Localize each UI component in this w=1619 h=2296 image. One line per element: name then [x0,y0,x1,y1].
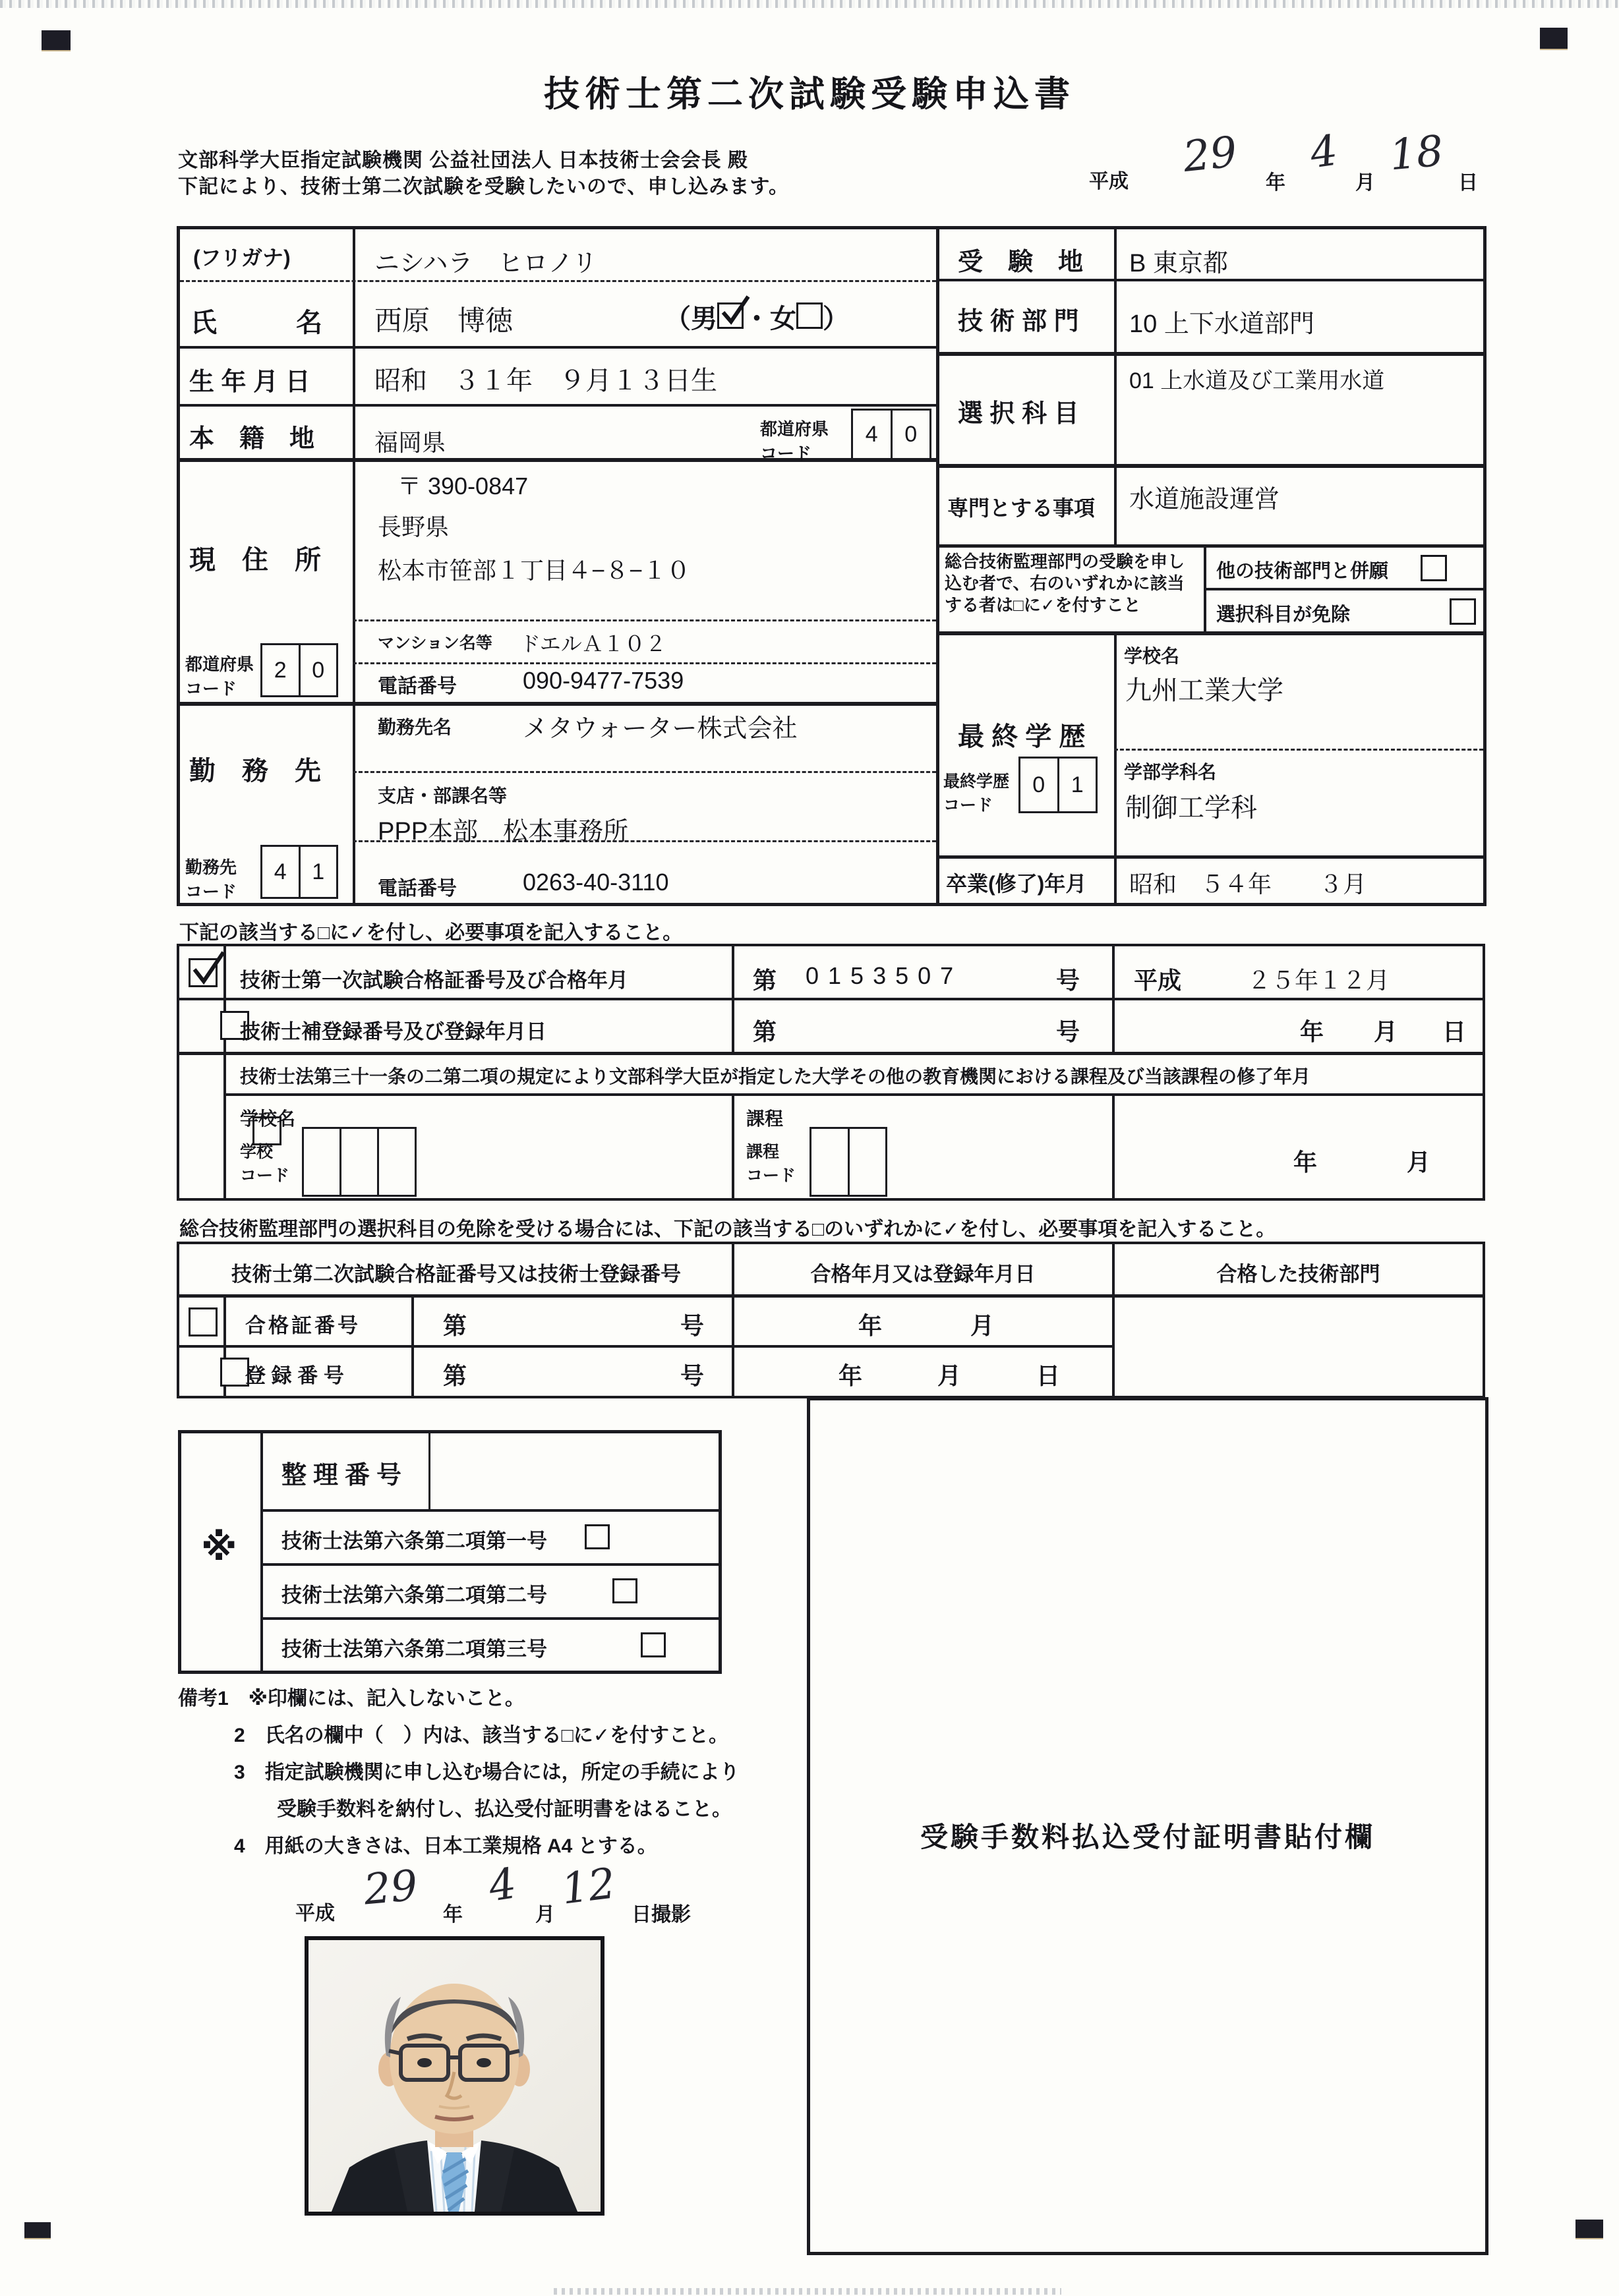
name-label: 氏 名 [191,308,322,337]
row3-course-label: 課程 [746,1108,784,1129]
section2-instruction: 総合技術監理部門の選択科目の免除を受ける場合には、下記の該当する□のいずれかに✓を付し、必要事項を記入すること。 [179,1219,1276,1240]
photo-date-day-handwritten: 12 [558,1859,618,1914]
row1-no-suffix: 号 [1056,967,1080,994]
row3-year-label: 年 [1293,1149,1318,1176]
office-item-1-checkbox[interactable] [585,1524,610,1549]
photo-date-year-label: 年 [443,1904,463,1926]
applicant-photo [305,1936,604,2216]
domicile-pref-code-box [851,409,931,460]
divider [353,771,936,773]
row2-no-prefix: 第 [753,1018,777,1045]
subject-value: 01 上水道及び工業用水道 [1129,368,1385,393]
exam-place-value: B 東京都 [1129,250,1228,277]
office-mark: ※ [201,1526,237,1568]
address-line2: 松本市笹部１丁目４−８−１０ [378,557,691,584]
registration-mark-top-right [1540,28,1568,49]
col3-header: 合格した技術部門 [1216,1263,1380,1286]
photo-date-era: 平成 [295,1903,335,1924]
divider [180,404,936,407]
specialty-value: 水道施設運営 [1129,486,1280,513]
divider [179,1052,1483,1055]
divider [1112,1096,1115,1198]
workplace-name-value: メタウォーター株式会社 [523,715,798,743]
domicile-label: 本 籍 地 [189,425,315,453]
row2-month-label: 月 [1374,1018,1398,1045]
divider [936,855,1483,859]
row1-label: 技術士第一次試験合格証番号及び合格年月 [240,969,628,992]
payment-certificate-box [807,1397,1488,2255]
rowA-month-label: 月 [970,1312,995,1339]
workplace-label: 勤 務 先 [189,757,321,786]
code-digit: 0 [299,645,337,695]
divider [732,1096,734,1198]
row1-certificate-number: 0153507 [806,962,963,989]
workplace-phone-label: 電話番号 [378,878,457,900]
workplace-code-label: 勤務先 コード [185,857,237,902]
code-cell-empty[interactable] [377,1129,415,1195]
scan-noise-bottom [554,2288,1061,2295]
sogo-option2-checkbox[interactable] [1450,598,1476,625]
first-exam-pass-checkbox[interactable] [189,958,218,987]
divider [936,229,939,903]
school-code-box [302,1127,417,1197]
addressee-line: 文部科学大臣指定試験機関 公益社団法人 日本技術士会会長 殿 [178,150,749,171]
photo-date-month-handwritten: 4 [485,1859,520,1912]
code-cell-empty[interactable] [848,1129,886,1195]
code-digit: 4 [865,421,878,447]
code-digit: 2 [274,657,287,683]
code-digit: 4 [274,859,287,884]
registration-mark-bottom-right [1575,2220,1603,2238]
graduation-label: 卒業(修了)年月 [946,872,1087,896]
mansion-value: ドエルＡ１０２ [519,632,666,656]
note-line-2: 2 氏名の欄中（ ）内は、該当する□に✓を付すこと。 [234,1725,728,1746]
passed-division-cell[interactable] [1119,1298,1478,1396]
rowA-label: 合格証番号 [245,1314,361,1337]
rowB-year-label: 年 [839,1362,863,1389]
school-label: 学校名 [1124,646,1180,666]
office-item-2: 技術士法第六条第二項第二号 [281,1584,547,1607]
faculty-value: 制御工学科 [1125,793,1257,822]
divider [180,702,939,706]
divider [1114,749,1483,751]
graduation-value: 昭和 ５４年 ３月 [1129,871,1367,898]
office-item-3: 技術士法第六条第二項第三号 [281,1638,547,1661]
checkmark-icon [718,294,752,328]
domicile-value: 福岡県 [374,429,446,456]
name-value: 西原 博徳 [374,305,514,336]
address-postal: 〒 390-0847 [397,473,529,500]
mansion-label: マンション名等 [378,634,492,652]
divider [180,346,936,349]
course-code-box [810,1127,887,1197]
scan-noise-top [0,0,1619,8]
education-label: 最 終 学 歴 [958,722,1086,751]
sogo-option1-label: 他の技術部門と併願 [1216,561,1389,582]
date-day-label: 日 [1458,172,1478,194]
workplace-code-box [260,845,338,899]
divider [179,1345,1115,1348]
gender-mid-label: ・女 [744,304,796,333]
main-info-table [177,226,1487,906]
row1-no-prefix: 第 [753,967,777,994]
code-cell-empty[interactable] [811,1129,848,1195]
row2-day-label: 日 [1442,1018,1467,1045]
portrait-illustration [309,1940,601,2212]
address-label: 現 住 所 [189,546,321,575]
row3-school-code-label: 学校 コード [240,1143,290,1185]
sogo-note: 総合技術監理部門の受験を申し込む者で、右のいずれかに該当する者は□に✓を付すこと [945,552,1185,615]
row3-course-code-label: 課程 コード [746,1143,796,1185]
divider [936,631,1483,635]
rowB-month-label: 月 [937,1362,962,1389]
address-pref-code-label: 都道府県 コード [185,654,254,699]
furigana-value: ニシハラ ヒロノリ [374,250,597,277]
gender-close-label: ） [823,304,849,333]
rowA-year-label: 年 [858,1312,883,1339]
date-year-label: 年 [1266,172,1285,194]
note-line-1: 備考1 ※印欄には、記入しないこと。 [178,1688,525,1709]
row3-month-label: 月 [1407,1149,1431,1176]
divider [1114,229,1117,544]
divider [353,662,936,664]
rowA-no-suffix: 号 [680,1312,705,1339]
declaration-line: 下記により、技術士第二次試験を受験したいので、申し込みます。 [178,176,789,198]
qualification-table [177,944,1485,1201]
gender-open-label: （男 [664,304,717,333]
payment-box-label: 受験手数料払込受付証明書貼付欄 [920,1822,1375,1852]
divider [260,1509,719,1512]
gender-female-checkbox[interactable] [796,302,823,329]
photo-date-day-label: 日撮影 [632,1904,691,1926]
registration-mark-top-left [42,30,71,50]
gender-field [664,298,849,335]
workplace-name-label: 勤務先名 [378,717,452,737]
office-item-2-checkbox[interactable] [612,1578,637,1603]
row2-label: 技術士補登録番号及び登録年月日 [240,1020,546,1043]
birthdate-value: 昭和 ３１年 ９月１３日生 [374,366,717,395]
divider [353,619,936,621]
note-line-4: 4 用紙の大きさは、日本工業規格 A4 とする。 [234,1835,657,1857]
divider [180,280,936,282]
furigana-label: (フリガナ) [193,246,291,270]
subject-label: 選 択 科 目 [958,400,1079,428]
seiri-number-label: 整理番号 [281,1462,409,1489]
divider [411,1298,414,1396]
col1-header: 技術士第二次試験合格証番号又は技術士登録番号 [231,1263,681,1286]
date-month-label: 月 [1355,172,1375,194]
divider [1204,588,1483,590]
office-item-3-checkbox[interactable] [641,1632,666,1657]
address-line1: 長野県 [378,513,450,540]
col2-header: 合格年月又は登録年月日 [810,1263,1036,1286]
rowB-no-prefix: 第 [443,1362,467,1389]
gender-male-checkbox[interactable] [717,302,744,329]
row3-text: 技術士法第三十一条の二第二項の規定により文部科学大臣が指定した大学その他の教育機関における課程及び当該課程の修了年月 [240,1066,1311,1087]
address-pref-code-box [260,643,338,697]
photo-date-month-label: 月 [535,1904,555,1926]
rowB-no-suffix: 号 [680,1362,705,1389]
divider [428,1433,430,1509]
domicile-pref-code-label: 都道府県 コード [760,419,829,463]
divider [936,544,1483,548]
registration-mark-bottom-left [24,2222,51,2238]
date-year-handwritten: 29 [1181,127,1240,183]
phone-value: 090-9477-7539 [523,667,684,694]
note-line-3b: 受験手数料を納付し、払込受付証明書をはること。 [277,1798,732,1820]
row3-school-label: 学校名 [240,1108,296,1129]
pass-certificate-checkbox[interactable] [189,1307,218,1336]
sogo-option2-label: 選択科目が免除 [1216,604,1351,625]
exemption-table [177,1242,1485,1398]
rowB-day-label: 日 [1036,1362,1061,1389]
divider [260,1433,263,1671]
divider [936,352,1483,356]
office-item-1: 技術士法第六条第二項第一号 [281,1530,547,1553]
divider [223,1093,1483,1096]
division-value: 10 上下水道部門 [1129,310,1314,338]
code-digit: 1 [299,847,337,897]
divider [179,998,1483,1000]
office-use-box [178,1430,722,1674]
code-cell-empty[interactable] [339,1129,377,1195]
rowA-no-prefix: 第 [443,1312,467,1339]
row1-era: 平成 [1134,967,1182,994]
section1-instruction: 下記の該当する□に✓を付し、必要事項を記入すること。 [179,922,683,944]
code-digit: 0 [1032,772,1045,797]
divider [260,1563,719,1566]
divider [1114,631,1117,903]
photo-date-year-handwritten: 29 [361,1861,420,1915]
education-code-box [1018,757,1098,813]
divider [732,1244,734,1396]
code-cell-empty[interactable] [304,1129,339,1195]
education-code-label: 最終学歴 コード [943,772,1010,815]
row1-date: ２５年１２月 [1247,967,1390,994]
faculty-label: 学部学科名 [1124,762,1217,782]
row2-no-suffix: 号 [1056,1018,1080,1045]
divider [936,464,1483,468]
date-era-label: 平成 [1089,171,1129,192]
birthdate-label: 生 年 月 日 [189,368,310,396]
checkmark-icon [189,950,227,988]
divider [1112,1244,1115,1396]
divider [260,1617,719,1620]
date-day-handwritten: 18 [1387,127,1446,181]
exam-place-label: 受 験 地 [958,248,1084,276]
workplace-phone-value: 0263-40-3110 [523,869,669,896]
note-line-3: 3 指定試験機関に申し込む場合には，所定の手続により [234,1762,740,1783]
page-title: 技術士第二次試験受験申込書 [544,74,1075,114]
division-label: 技 術 部 門 [958,308,1079,335]
school-value: 九州工業大学 [1125,676,1283,705]
code-digit: 1 [1057,759,1096,811]
row2-year-label: 年 [1300,1018,1324,1045]
specialty-label: 専門とする事項 [947,496,1096,520]
divider [353,229,355,903]
code-digit: 0 [891,411,930,458]
seiri-number-value-cell[interactable] [432,1436,715,1507]
branch-value: PPP本部 松本事務所 [378,818,629,846]
sogo-option1-checkbox[interactable] [1421,555,1447,581]
rowB-label: 登 録 番 号 [245,1364,344,1387]
branch-label: 支店・部課名等 [378,786,508,806]
phone-label: 電話番号 [378,675,457,697]
date-month-handwritten: 4 [1307,126,1341,179]
divider [936,279,1483,281]
